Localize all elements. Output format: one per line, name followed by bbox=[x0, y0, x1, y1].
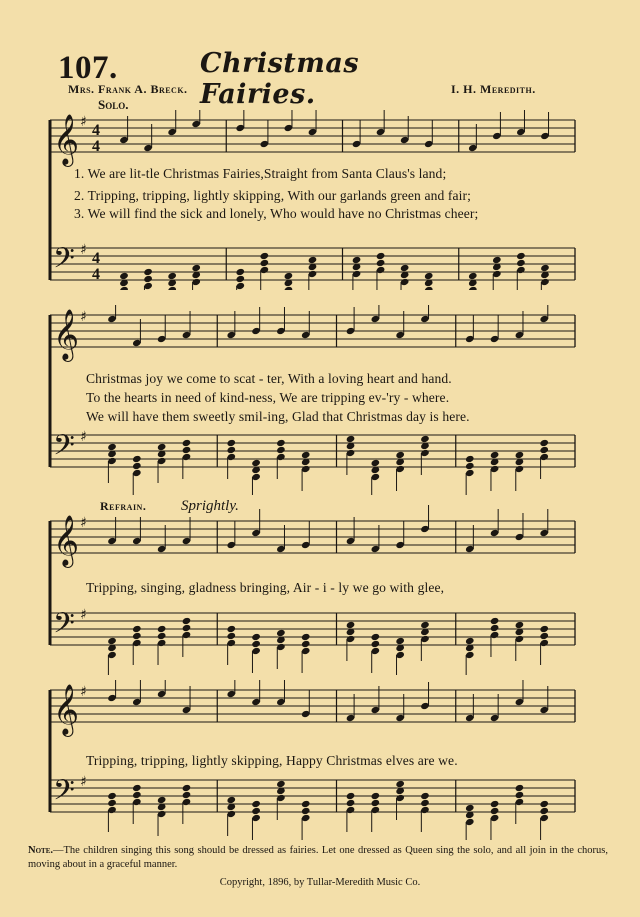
note-head bbox=[235, 275, 245, 283]
note-head bbox=[420, 435, 430, 443]
note-head bbox=[490, 451, 500, 459]
note-head bbox=[301, 807, 311, 815]
note-head bbox=[182, 446, 192, 454]
note-head bbox=[182, 617, 192, 625]
time-signature: 4 bbox=[92, 122, 100, 139]
note-head bbox=[515, 784, 525, 792]
treble-staff bbox=[50, 505, 575, 568]
note-head bbox=[371, 633, 381, 641]
note-head bbox=[143, 275, 153, 283]
note-head bbox=[251, 633, 261, 641]
hymn-number: 107. bbox=[58, 50, 118, 86]
note-head bbox=[468, 286, 478, 290]
note-head bbox=[308, 256, 318, 264]
note-head bbox=[490, 617, 500, 625]
refrain-marking: Refrain. bbox=[100, 499, 147, 513]
note-head bbox=[490, 800, 500, 808]
note-head bbox=[515, 451, 525, 459]
time-signature: 4 bbox=[92, 138, 100, 155]
bass-clef: 𝄢 bbox=[53, 774, 75, 814]
note-head bbox=[395, 451, 405, 459]
note-head bbox=[465, 804, 475, 812]
note-head bbox=[346, 792, 356, 800]
treble-staff bbox=[50, 110, 575, 167]
note-head bbox=[182, 784, 192, 792]
note-head bbox=[226, 796, 236, 804]
note-head bbox=[284, 272, 294, 280]
note-head bbox=[260, 259, 270, 267]
note-head bbox=[539, 439, 549, 447]
note-head bbox=[143, 268, 153, 276]
note-head bbox=[540, 264, 550, 272]
note-head bbox=[157, 632, 167, 640]
sharp-icon: ♯ bbox=[80, 515, 87, 531]
verse-3-line-2: We will have them sweetly smil-ing, Glad that Christmas day is here. bbox=[86, 409, 470, 424]
time-signature: 4 bbox=[92, 266, 100, 283]
note-head bbox=[376, 259, 386, 267]
note-head bbox=[371, 640, 381, 648]
note-head bbox=[107, 637, 117, 645]
note-head bbox=[132, 455, 142, 463]
note-head bbox=[395, 780, 405, 788]
lyricist-credit: Mrs. Frank A. Breck. bbox=[68, 82, 188, 96]
bass-clef: 𝄢 bbox=[53, 607, 75, 647]
note-head bbox=[235, 268, 245, 276]
sharp-icon: ♯ bbox=[80, 684, 87, 700]
treble-staff bbox=[50, 680, 575, 737]
note-head bbox=[157, 796, 167, 804]
note-head bbox=[301, 633, 311, 641]
tempo-marking: Sprightly. bbox=[181, 498, 239, 514]
hymn-title: Christmas Fairies. bbox=[200, 48, 360, 110]
bass-staff bbox=[50, 607, 575, 675]
note-head bbox=[346, 799, 356, 807]
sharp-icon: ♯ bbox=[80, 607, 87, 623]
verse-1-line-2: Christmas joy we come to scat - ter, With a loving heart and hand. bbox=[86, 371, 452, 386]
note-head bbox=[424, 272, 434, 280]
note-head bbox=[226, 439, 236, 447]
note-head bbox=[395, 637, 405, 645]
note-head bbox=[516, 252, 526, 260]
note-head bbox=[276, 439, 286, 447]
bass-staff bbox=[50, 242, 575, 290]
note-head bbox=[132, 632, 142, 640]
note-head bbox=[539, 800, 549, 808]
bass-staff bbox=[50, 774, 575, 840]
note-head bbox=[191, 264, 201, 272]
note-head bbox=[276, 629, 286, 637]
bass-clef: 𝄢 bbox=[53, 242, 75, 282]
note-head bbox=[251, 800, 261, 808]
note-head bbox=[167, 286, 177, 290]
treble-staff bbox=[50, 305, 575, 362]
refrain-line-1: Tripping, singing, gladness bringing, Air - i - ly we go with glee, bbox=[86, 580, 445, 595]
note-head bbox=[516, 259, 526, 267]
note-head bbox=[132, 625, 142, 633]
note-head bbox=[251, 459, 261, 467]
note-head bbox=[515, 621, 525, 629]
bass-clef: 𝄢 bbox=[53, 429, 75, 469]
note-head bbox=[465, 462, 475, 470]
note-head bbox=[539, 625, 549, 633]
solo-marking: Solo. bbox=[98, 97, 129, 112]
note-head bbox=[132, 462, 142, 470]
note-head bbox=[132, 791, 142, 799]
note-head bbox=[515, 791, 525, 799]
note-head bbox=[226, 632, 236, 640]
note-head bbox=[167, 272, 177, 280]
note-head bbox=[465, 455, 475, 463]
note-head bbox=[182, 439, 192, 447]
sharp-icon: ♯ bbox=[80, 114, 87, 130]
note-head bbox=[346, 621, 356, 629]
note-head bbox=[352, 256, 362, 264]
treble-clef: 𝄞 bbox=[53, 114, 80, 165]
note-head bbox=[301, 640, 311, 648]
time-signature: 4 bbox=[92, 250, 100, 267]
note-head bbox=[284, 286, 294, 290]
verse-2-line-2: To the hearts in need of kind-ness, We are tripping ev-'ry - where. bbox=[86, 390, 450, 405]
note-head bbox=[182, 624, 192, 632]
note-head bbox=[371, 459, 381, 467]
note-head bbox=[400, 264, 410, 272]
note-head bbox=[157, 625, 167, 633]
treble-clef: 𝄞 bbox=[53, 309, 80, 360]
composer-credit: I. H. Meredith. bbox=[451, 82, 536, 96]
note-head bbox=[301, 451, 311, 459]
note-head bbox=[107, 443, 117, 451]
verse-3-line-1: 3. We will find the sick and lonely, Who would have no Christmas cheer; bbox=[74, 206, 479, 221]
refrain-line-2: Tripping, tripping, lightly skipping, Happy Christmas elves are we. bbox=[86, 753, 458, 768]
note-head bbox=[251, 807, 261, 815]
note-head bbox=[376, 252, 386, 260]
note-head bbox=[119, 286, 129, 290]
verse-1-line-1: 1. We are lit-tle Christmas Fairies,Straight from Santa Claus's land; bbox=[74, 166, 447, 181]
note-head bbox=[468, 272, 478, 280]
note-head bbox=[420, 621, 430, 629]
note-head bbox=[371, 799, 381, 807]
bass-staff bbox=[50, 429, 575, 495]
note-head bbox=[226, 625, 236, 633]
note-head bbox=[251, 640, 261, 648]
note-head bbox=[107, 799, 117, 807]
treble-clef: 𝄞 bbox=[53, 515, 80, 566]
sharp-icon: ♯ bbox=[80, 242, 87, 258]
note-head bbox=[119, 272, 129, 280]
sharp-icon: ♯ bbox=[80, 429, 87, 445]
note-head bbox=[539, 632, 549, 640]
note-head bbox=[420, 792, 430, 800]
note-head bbox=[301, 800, 311, 808]
note-head bbox=[260, 252, 270, 260]
note-head bbox=[107, 792, 117, 800]
note-head bbox=[490, 624, 500, 632]
copyright-line: Copyright, 1896, by Tullar-Meredith Music Co. bbox=[219, 877, 421, 888]
note-head bbox=[276, 780, 286, 788]
note-head bbox=[490, 807, 500, 815]
note-head bbox=[182, 791, 192, 799]
note-head bbox=[424, 286, 434, 290]
note-head bbox=[465, 637, 475, 645]
note-head bbox=[539, 807, 549, 815]
sharp-icon: ♯ bbox=[80, 774, 87, 790]
note-head bbox=[157, 443, 167, 451]
note-body: —The children singing this song should be dressed as fairies. Let one dressed as Queen sing the solo, and all join in the chorus, moving about in a graceful manner. bbox=[28, 845, 608, 870]
sharp-icon: ♯ bbox=[80, 309, 87, 325]
verse-2-line-1: 2. Tripping, tripping, lightly skipping, With our garlands green and fair; bbox=[74, 188, 472, 203]
note-head bbox=[539, 446, 549, 454]
note-head bbox=[132, 784, 142, 792]
note-head bbox=[371, 792, 381, 800]
note-head bbox=[492, 256, 502, 264]
performance-note bbox=[28, 844, 608, 872]
treble-clef: 𝄞 bbox=[53, 684, 80, 735]
note-head bbox=[420, 799, 430, 807]
note-head bbox=[276, 446, 286, 454]
note-head bbox=[226, 446, 236, 454]
note-label: Note. bbox=[28, 845, 53, 856]
note-head bbox=[346, 435, 356, 443]
